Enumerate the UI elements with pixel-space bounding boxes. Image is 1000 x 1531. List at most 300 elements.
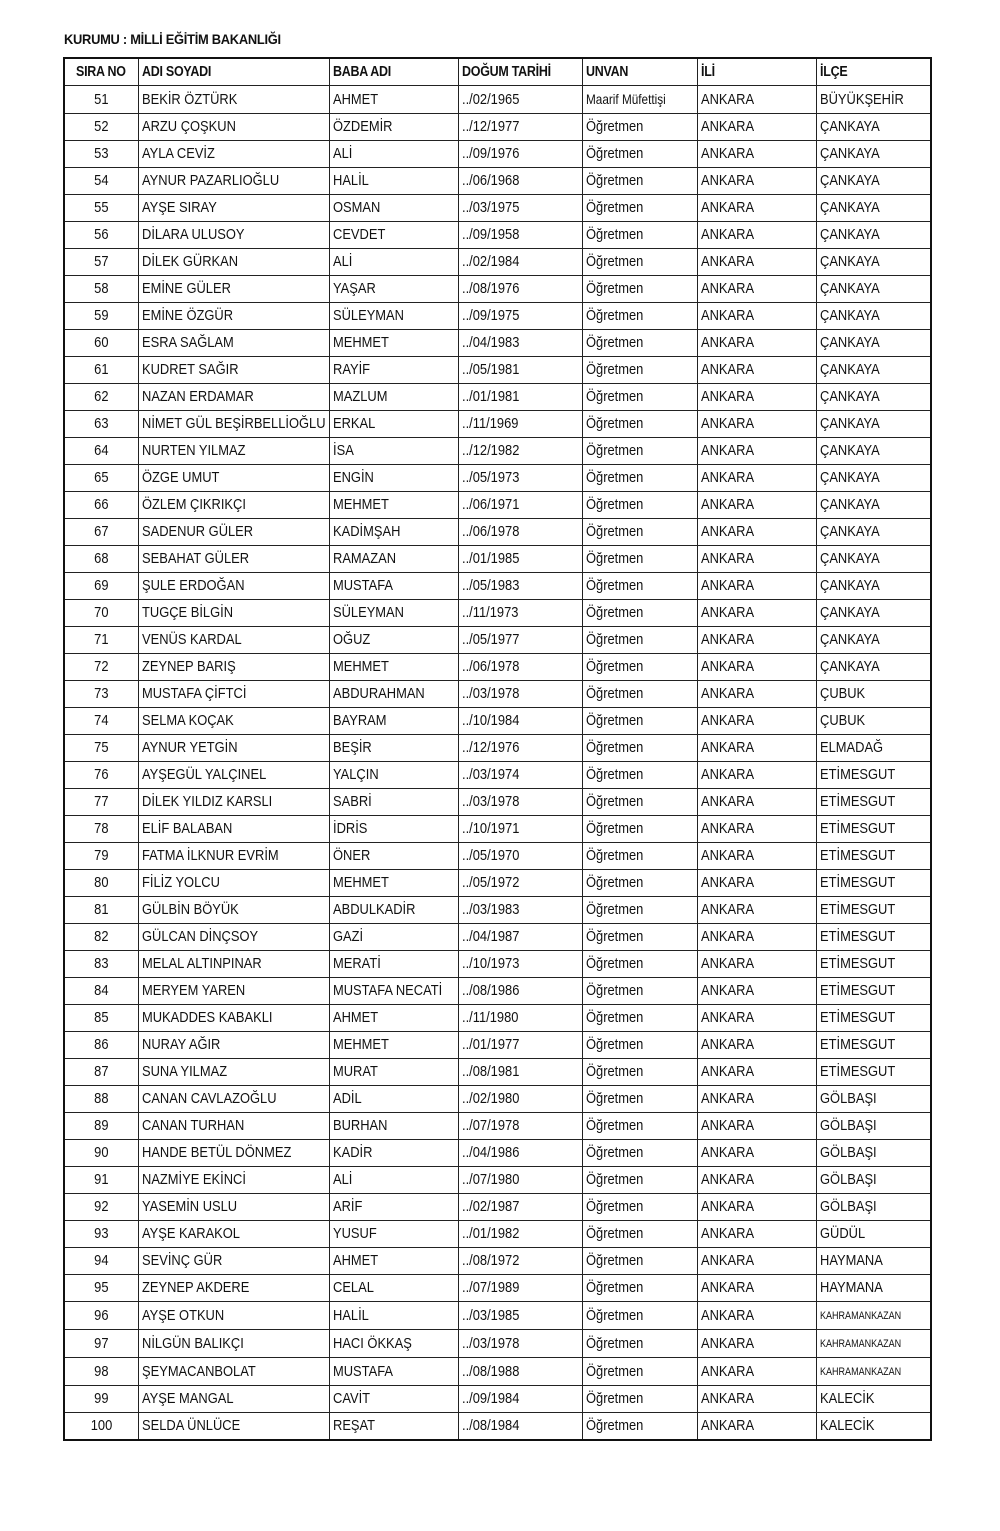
cell-name (138, 762, 329, 789)
cell-father-text: CELAL (332, 1279, 374, 1296)
cell-no-text: 63 (94, 415, 109, 432)
cell-no-text: 71 (94, 631, 109, 648)
cell-father (329, 600, 458, 627)
table-row (64, 465, 931, 492)
cell-province (697, 978, 816, 1005)
cell-title-text: Öğretmen (585, 631, 643, 648)
cell-title (582, 519, 697, 546)
cell-father (329, 762, 458, 789)
cell-name (138, 708, 329, 735)
cell-name-text: CANAN TURHAN (141, 1117, 244, 1134)
cell-title (582, 870, 697, 897)
cell-title-text: Öğretmen (585, 280, 643, 297)
column-header-name-label: ADI SOYADI (141, 64, 211, 80)
cell-province (697, 951, 816, 978)
cell-father-text: GAZİ (332, 928, 363, 945)
cell-district-text: GÜDÜL (819, 1225, 865, 1242)
cell-province (697, 681, 816, 708)
cell-title (582, 465, 697, 492)
cell-no-text: 65 (94, 469, 109, 486)
cell-dob-text: ../03/1983 (461, 901, 519, 918)
cell-dob (458, 1221, 582, 1248)
cell-name-text: AYŞE MANGAL (141, 1390, 234, 1407)
table-row (64, 222, 931, 249)
cell-dob-text: ../03/1978 (461, 685, 519, 702)
cell-father (329, 222, 458, 249)
cell-father (329, 789, 458, 816)
cell-title (582, 654, 697, 681)
cell-dob (458, 951, 582, 978)
cell-name (138, 951, 329, 978)
cell-title (582, 1358, 697, 1386)
cell-dob (458, 222, 582, 249)
cell-name-text: MERYEM YAREN (141, 982, 245, 999)
cell-dob-text: ../07/1978 (461, 1117, 519, 1134)
cell-title-text: Öğretmen (585, 307, 643, 324)
cell-province-text: ANKARA (700, 1390, 754, 1407)
cell-district-text: ÇANKAYA (819, 361, 880, 378)
cell-no-text: 79 (94, 847, 109, 864)
cell-title-text: Öğretmen (585, 1306, 643, 1324)
cell-province-text: ANKARA (700, 685, 754, 702)
cell-title (582, 1005, 697, 1032)
cell-title (582, 438, 697, 465)
cell-name-text: SEBAHAT GÜLER (141, 550, 249, 567)
cell-title (582, 141, 697, 168)
cell-province-text: ANKARA (700, 1009, 754, 1026)
cell-name-text: AYLA CEVİZ (141, 145, 215, 162)
cell-title (582, 114, 697, 141)
cell-no-text: 57 (94, 253, 109, 270)
cell-province (697, 1005, 816, 1032)
cell-father (329, 384, 458, 411)
cell-title-text: Maarif Müfettişi (585, 91, 666, 107)
cell-province (697, 546, 816, 573)
table-row (64, 951, 931, 978)
cell-name (138, 114, 329, 141)
cell-district (816, 708, 931, 735)
cell-title-text: Öğretmen (585, 712, 643, 729)
cell-father-text: YAŞAR (332, 280, 376, 297)
cell-no (64, 1248, 138, 1275)
cell-title-text: Öğretmen (585, 1279, 643, 1296)
cell-dob-text: ../05/1981 (461, 361, 519, 378)
cell-dob (458, 1330, 582, 1358)
table-row (64, 789, 931, 816)
cell-district (816, 1275, 931, 1302)
cell-district (816, 654, 931, 681)
cell-dob-text: ../06/1971 (461, 496, 519, 513)
cell-name-text: BEKİR ÖZTÜRK (141, 90, 237, 108)
cell-dob-text: ../03/1978 (461, 793, 519, 810)
cell-dob-text: ../05/1973 (461, 469, 519, 486)
cell-province-text: ANKARA (700, 1279, 754, 1296)
cell-dob (458, 573, 582, 600)
cell-no-text: 84 (94, 982, 109, 999)
cell-district (816, 681, 931, 708)
cell-province (697, 1413, 816, 1441)
cell-title-text: Öğretmen (585, 550, 643, 567)
cell-father (329, 357, 458, 384)
cell-province-text: ANKARA (700, 523, 754, 540)
cell-district (816, 1413, 931, 1441)
cell-district-text: ETİMESGUT (819, 1063, 895, 1080)
cell-province-text: ANKARA (700, 1090, 754, 1107)
cell-province (697, 870, 816, 897)
cell-province (697, 1386, 816, 1413)
cell-no (64, 1275, 138, 1302)
cell-name (138, 1330, 329, 1358)
cell-father (329, 1167, 458, 1194)
column-header-dob-label: DOĞUM TARİHİ (461, 64, 551, 80)
cell-dob-text: ../08/1988 (461, 1362, 519, 1380)
cell-province (697, 168, 816, 195)
cell-name (138, 492, 329, 519)
cell-no (64, 789, 138, 816)
cell-district-text: ÇANKAYA (819, 496, 880, 513)
table-row (64, 762, 931, 789)
cell-province-text: ANKARA (700, 442, 754, 459)
cell-district (816, 843, 931, 870)
cell-father-text: ÖZDEMİR (332, 118, 392, 135)
cell-father-text: AHMET (332, 1252, 378, 1269)
cell-district-text: ÇANKAYA (819, 550, 880, 567)
cell-title-text: Öğretmen (585, 199, 643, 216)
cell-name-text: VENÜS KARDAL (141, 631, 242, 648)
cell-district-text: GÖLBAŞI (819, 1198, 877, 1215)
cell-father (329, 1386, 458, 1413)
cell-title-text: Öğretmen (585, 1117, 643, 1134)
cell-no-text: 56 (94, 226, 109, 243)
cell-dob (458, 978, 582, 1005)
cell-title (582, 384, 697, 411)
cell-district-text: ÇANKAYA (819, 199, 880, 216)
cell-name (138, 600, 329, 627)
cell-district (816, 1194, 931, 1221)
cell-dob-text: ../08/1984 (461, 1417, 519, 1434)
cell-no-text: 67 (94, 523, 109, 540)
cell-province (697, 1059, 816, 1086)
cell-name (138, 1413, 329, 1441)
cell-title-text: Öğretmen (585, 1362, 643, 1380)
cell-district-text: HAYMANA (819, 1252, 883, 1269)
cell-province (697, 573, 816, 600)
cell-father-text: HACI ÖKKAŞ (332, 1334, 412, 1352)
cell-title (582, 195, 697, 222)
cell-title-text: Öğretmen (585, 1252, 643, 1269)
table-header-row (64, 58, 931, 86)
table-row (64, 897, 931, 924)
cell-district (816, 384, 931, 411)
cell-dob (458, 1167, 582, 1194)
cell-district (816, 465, 931, 492)
cell-dob-text: ../02/1987 (461, 1198, 519, 1215)
cell-dob-text: ../08/1972 (461, 1252, 519, 1269)
cell-name-text: SELDA ÜNLÜCE (141, 1417, 240, 1434)
cell-title (582, 843, 697, 870)
cell-district-text: KALECİK (819, 1390, 875, 1407)
cell-title (582, 1221, 697, 1248)
cell-no (64, 411, 138, 438)
cell-province-text: ANKARA (700, 1063, 754, 1080)
cell-no-text: 77 (94, 793, 109, 810)
cell-province-text: ANKARA (700, 334, 754, 351)
column-header-dob (458, 58, 582, 86)
cell-name-text: HANDE BETÜL DÖNMEZ (141, 1144, 291, 1161)
cell-district (816, 1005, 931, 1032)
cell-district-text: ÇANKAYA (819, 226, 880, 243)
cell-dob-text: ../11/1980 (461, 1009, 518, 1026)
cell-district (816, 330, 931, 357)
cell-dob (458, 924, 582, 951)
cell-province-text: ANKARA (700, 820, 754, 837)
cell-no-text: 97 (94, 1334, 109, 1352)
cell-father (329, 843, 458, 870)
cell-title (582, 168, 697, 195)
table-row (64, 1358, 931, 1386)
cell-title (582, 303, 697, 330)
cell-dob-text: ../01/1985 (461, 550, 519, 567)
cell-district-text: ETİMESGUT (819, 793, 895, 810)
cell-dob-text: ../12/1977 (461, 118, 519, 135)
table-row (64, 816, 931, 843)
cell-name-text: ŞEYMACANBOLAT (141, 1362, 256, 1380)
cell-father-text: BAYRAM (332, 712, 387, 729)
cell-name-text: EMİNE ÖZGÜR (141, 307, 233, 324)
cell-no (64, 1358, 138, 1386)
column-header-father-label: BABA ADI (332, 64, 391, 80)
cell-name (138, 1221, 329, 1248)
cell-province-text: ANKARA (700, 1334, 754, 1352)
cell-province-text: ANKARA (700, 874, 754, 891)
cell-district (816, 627, 931, 654)
cell-title-text: Öğretmen (585, 874, 643, 891)
cell-province (697, 249, 816, 276)
cell-province-text: ANKARA (700, 1144, 754, 1161)
cell-name-text: AYŞE OTKUN (141, 1306, 224, 1324)
cell-province (697, 438, 816, 465)
cell-title (582, 708, 697, 735)
cell-dob-text: ../06/1978 (461, 658, 519, 675)
cell-district-text: GÖLBAŞI (819, 1171, 877, 1188)
cell-province-text: ANKARA (700, 712, 754, 729)
cell-title (582, 897, 697, 924)
page-title: KURUMU : MİLLİ EĞİTİM BAKANLIĞI (64, 31, 281, 47)
cell-title-text: Öğretmen (585, 145, 643, 162)
cell-district (816, 573, 931, 600)
table-row (64, 168, 931, 195)
cell-province-text: ANKARA (700, 253, 754, 270)
cell-father-text: OSMAN (332, 199, 380, 216)
table-row (64, 600, 931, 627)
cell-name (138, 1113, 329, 1140)
cell-title-text: Öğretmen (585, 1198, 643, 1215)
cell-father (329, 735, 458, 762)
column-header-title-label: UNVAN (585, 64, 628, 80)
column-header-father (329, 58, 458, 86)
cell-dob-text: ../07/1989 (461, 1279, 519, 1296)
cell-father-text: BURHAN (332, 1117, 387, 1134)
cell-title-text: Öğretmen (585, 1063, 643, 1080)
cell-title (582, 600, 697, 627)
cell-dob (458, 357, 582, 384)
cell-dob (458, 708, 582, 735)
cell-title (582, 978, 697, 1005)
table-row (64, 303, 931, 330)
cell-title-text: Öğretmen (585, 415, 643, 432)
cell-name (138, 438, 329, 465)
cell-title-text: Öğretmen (585, 1009, 643, 1026)
table-row (64, 1032, 931, 1059)
cell-dob-text: ../05/1970 (461, 847, 519, 864)
cell-title-text: Öğretmen (585, 793, 643, 810)
cell-no-text: 82 (94, 928, 109, 945)
cell-district-text: ETİMESGUT (819, 982, 895, 999)
cell-province-text: ANKARA (700, 982, 754, 999)
cell-district-text: ÇANKAYA (819, 334, 880, 351)
cell-father-text: HALİL (332, 1306, 369, 1324)
table-row (64, 1113, 931, 1140)
cell-name-text: ZEYNEP BARIŞ (141, 658, 236, 675)
cell-no (64, 1302, 138, 1330)
table-row (64, 681, 931, 708)
cell-title (582, 1275, 697, 1302)
cell-district-text: ÇANKAYA (819, 388, 880, 405)
cell-name-text: NAZMİYE EKİNCİ (141, 1171, 246, 1188)
cell-name (138, 141, 329, 168)
cell-no (64, 303, 138, 330)
cell-name (138, 1358, 329, 1386)
cell-father (329, 897, 458, 924)
table-row (64, 1275, 931, 1302)
cell-province-text: ANKARA (700, 766, 754, 783)
cell-name-text: KUDRET SAĞIR (141, 361, 239, 378)
cell-title (582, 1059, 697, 1086)
cell-father (329, 1275, 458, 1302)
cell-name (138, 735, 329, 762)
table-row (64, 1330, 931, 1358)
cell-title (582, 249, 697, 276)
cell-district-text: ETİMESGUT (819, 955, 895, 972)
cell-province (697, 762, 816, 789)
table-row (64, 438, 931, 465)
cell-district-text: KALECİK (819, 1417, 875, 1434)
cell-province-text: ANKARA (700, 307, 754, 324)
cell-name-text: EMİNE GÜLER (141, 280, 231, 297)
cell-no-text: 92 (94, 1198, 109, 1215)
cell-province (697, 1140, 816, 1167)
cell-title (582, 573, 697, 600)
table-row (64, 546, 931, 573)
cell-no-text: 95 (94, 1279, 109, 1296)
cell-province-text: ANKARA (700, 199, 754, 216)
cell-father-text: YALÇIN (332, 766, 379, 783)
cell-title-text: Öğretmen (585, 1417, 643, 1434)
cell-district (816, 303, 931, 330)
cell-title (582, 1248, 697, 1275)
cell-name (138, 546, 329, 573)
cell-district-text: ETİMESGUT (819, 1009, 895, 1026)
column-header-name (138, 58, 329, 86)
cell-no-text: 76 (94, 766, 109, 783)
cell-name-text: ESRA SAĞLAM (141, 334, 234, 351)
cell-dob-text: ../12/1982 (461, 442, 519, 459)
cell-no (64, 195, 138, 222)
cell-title-text: Öğretmen (585, 847, 643, 864)
cell-name-text: NİLGÜN BALIKÇI (141, 1334, 244, 1352)
cell-province-text: ANKARA (700, 658, 754, 675)
cell-title (582, 735, 697, 762)
cell-father-text: SÜLEYMAN (332, 307, 404, 324)
table-row (64, 492, 931, 519)
cell-no-text: 80 (94, 874, 109, 891)
cell-no-text: 78 (94, 820, 109, 837)
table-row (64, 708, 931, 735)
cell-dob-text: ../03/1974 (461, 766, 519, 783)
cell-title (582, 330, 697, 357)
cell-father (329, 438, 458, 465)
cell-father (329, 573, 458, 600)
cell-province-text: ANKARA (700, 1036, 754, 1053)
cell-title-text: Öğretmen (585, 361, 643, 378)
cell-name-text: DİLEK YILDIZ KARSLI (141, 793, 272, 810)
cell-name (138, 411, 329, 438)
cell-title-text: Öğretmen (585, 1171, 643, 1188)
cell-district (816, 978, 931, 1005)
cell-province (697, 1032, 816, 1059)
cell-name (138, 357, 329, 384)
cell-dob-text: ../08/1976 (461, 280, 519, 297)
cell-dob (458, 1302, 582, 1330)
cell-district (816, 1386, 931, 1413)
cell-district (816, 222, 931, 249)
cell-name (138, 924, 329, 951)
cell-province-text: ANKARA (700, 226, 754, 243)
cell-province-text: ANKARA (700, 388, 754, 405)
cell-district-text: ÇANKAYA (819, 658, 880, 675)
cell-province (697, 114, 816, 141)
cell-father (329, 708, 458, 735)
cell-name (138, 1140, 329, 1167)
cell-name-text: FİLİZ YOLCU (141, 874, 220, 891)
cell-no (64, 114, 138, 141)
cell-province-text: ANKARA (700, 1252, 754, 1269)
cell-province-text: ANKARA (700, 1306, 754, 1324)
cell-district (816, 951, 931, 978)
cell-district-text: ÇANKAYA (819, 145, 880, 162)
cell-name-text: AYNUR PAZARLIOĞLU (141, 172, 279, 189)
cell-no (64, 222, 138, 249)
cell-province (697, 492, 816, 519)
cell-name (138, 1005, 329, 1032)
cell-province (697, 276, 816, 303)
cell-district-text: ÇANKAYA (819, 523, 880, 540)
cell-title (582, 924, 697, 951)
cell-no-text: 53 (94, 145, 109, 162)
cell-name-text: GÜLCAN DİNÇSOY (141, 928, 258, 945)
cell-district-text: ÇANKAYA (819, 631, 880, 648)
cell-dob (458, 654, 582, 681)
cell-father (329, 1059, 458, 1086)
cell-name-text: SUNA YILMAZ (141, 1063, 227, 1080)
cell-name (138, 789, 329, 816)
cell-no (64, 168, 138, 195)
cell-no (64, 1167, 138, 1194)
cell-province (697, 384, 816, 411)
cell-no-text: 87 (94, 1063, 109, 1080)
cell-dob (458, 735, 582, 762)
cell-district-text: ETİMESGUT (819, 1036, 895, 1053)
